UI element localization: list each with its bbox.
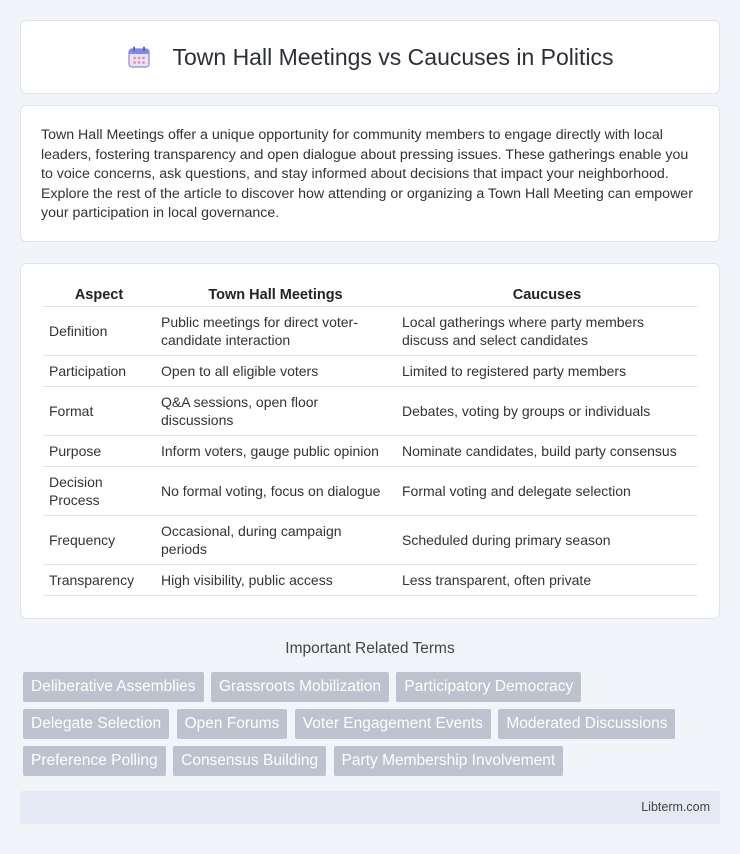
tag-delegate-selection[interactable]: Delegate Selection xyxy=(23,709,169,739)
page-title: Town Hall Meetings vs Caucuses in Politics xyxy=(172,43,614,70)
table-cell: Decision Process xyxy=(43,467,155,516)
header-card xyxy=(20,20,720,94)
table-row xyxy=(43,436,698,467)
comparison-table-card xyxy=(20,263,720,619)
table-cell: High visibility, public access xyxy=(155,565,396,596)
table-row xyxy=(43,356,698,387)
table-cell: Format xyxy=(43,387,155,436)
comparison-table xyxy=(43,284,698,596)
related-terms-tags xyxy=(23,672,723,783)
table-cell: Local gatherings where party members discuss and select candidates xyxy=(396,307,698,356)
header-caucuses: Caucuses xyxy=(396,284,698,307)
table-cell: Scheduled during primary season xyxy=(396,516,698,565)
table-cell: Nominate candidates, build party consensus xyxy=(396,436,698,467)
tag-consensus-building[interactable]: Consensus Building xyxy=(173,746,326,776)
table-cell: Less transparent, often private xyxy=(396,565,698,596)
footer-brand[interactable]: Libterm.com xyxy=(641,800,710,814)
table-cell: Public meetings for direct voter-candidate interaction xyxy=(155,307,396,356)
table-cell: Open to all eligible voters xyxy=(155,356,396,387)
table-cell: Definition xyxy=(43,307,155,356)
tag-voter-engagement-events[interactable]: Voter Engagement Events xyxy=(295,709,491,739)
tag-party-membership-involvement[interactable]: Party Membership Involvement xyxy=(334,746,564,776)
calendar-icon xyxy=(126,44,152,70)
table-cell: Formal voting and delegate selection xyxy=(396,467,698,516)
table-cell: Frequency xyxy=(43,516,155,565)
table-cell: Participation xyxy=(43,356,155,387)
table-row xyxy=(43,516,698,565)
table-cell: Limited to registered party members xyxy=(396,356,698,387)
tag-participatory-democracy[interactable]: Participatory Democracy xyxy=(396,672,581,702)
table-row xyxy=(43,387,698,436)
header-aspect: Aspect xyxy=(43,284,155,307)
tag-preference-polling[interactable]: Preference Polling xyxy=(23,746,166,776)
intro-text: Town Hall Meetings offer a unique opportunity for community members to engage directly with local leaders, fostering transparency and open dialogue about pressing issues. These gatherings enable you to voice concerns, ask questions, and stay informed about decisions that impact your neighborhood. Explore the rest of the article to discover how attending or organizing a Town Hall Meeting can empower your participation in local governance. xyxy=(41,127,693,221)
table-row xyxy=(43,307,698,356)
tag-open-forums[interactable]: Open Forums xyxy=(177,709,288,739)
table-row xyxy=(43,467,698,516)
table-cell: No formal voting, focus on dialogue xyxy=(155,467,396,516)
table-header-row xyxy=(43,284,698,307)
related-terms-title: Important Related Terms xyxy=(285,640,455,657)
table-row xyxy=(43,565,698,596)
intro-card xyxy=(20,105,720,242)
table-cell: Purpose xyxy=(43,436,155,467)
table-cell: Debates, voting by groups or individuals xyxy=(396,387,698,436)
header-town-hall: Town Hall Meetings xyxy=(155,284,396,307)
tag-moderated-discussions[interactable]: Moderated Discussions xyxy=(498,709,675,739)
tag-grassroots-mobilization[interactable]: Grassroots Mobilization xyxy=(211,672,389,702)
table-cell: Occasional, during campaign periods xyxy=(155,516,396,565)
table-cell: Transparency xyxy=(43,565,155,596)
footer xyxy=(20,791,720,824)
tag-deliberative-assemblies[interactable]: Deliberative Assemblies xyxy=(23,672,204,702)
table-cell: Inform voters, gauge public opinion xyxy=(155,436,396,467)
table-cell: Q&A sessions, open floor discussions xyxy=(155,387,396,436)
